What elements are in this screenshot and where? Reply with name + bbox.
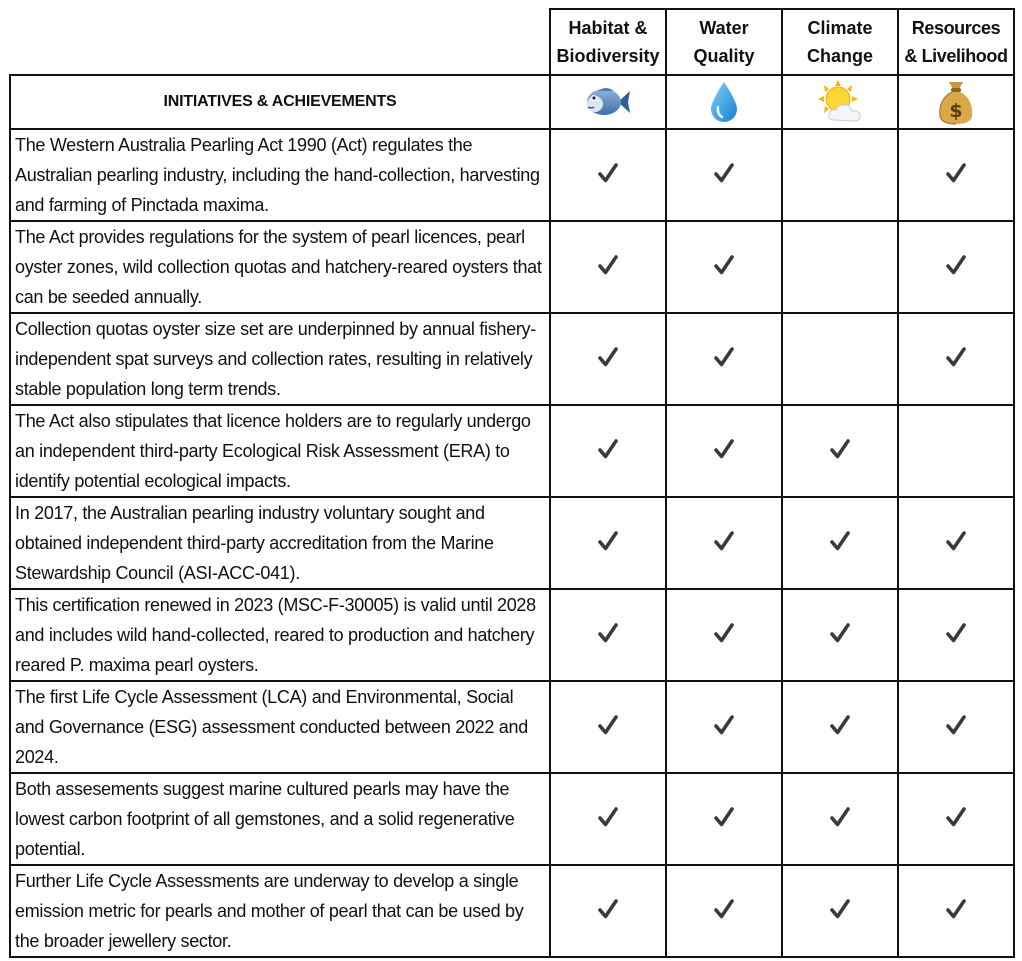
category-icon-cell [898,75,1014,129]
checkmark-icon [597,898,619,920]
category-label-line2: Biodiversity [556,46,660,66]
money-bag-icon [899,79,1013,125]
category-label-line1: Water [699,18,749,38]
mark-cell-water-quality [666,129,782,221]
mark-cell-habitat-biodiversity [550,313,666,405]
category-label-line2: Change [806,46,873,66]
checkmark-icon [713,346,735,368]
mark-cell-water-quality [666,865,782,957]
checkmark-icon [945,806,967,828]
mark-cell-resources-livelihood [898,497,1014,589]
initiative-description: The Act also stipulates that licence holders are to regularly undergo an independent third-party Ecological Risk Assessment (ERA) to identify potential ecological impacts. [10,405,550,497]
mark-cell-water-quality [666,221,782,313]
initiative-row [10,221,1014,313]
checkmark-icon [945,714,967,736]
checkmark-icon [945,162,967,184]
mark-cell-water-quality [666,681,782,773]
initiative-row [10,865,1014,957]
initiative-row [10,129,1014,221]
initiative-row [10,681,1014,773]
mark-cell-habitat-biodiversity [550,589,666,681]
mark-cell-habitat-biodiversity [550,405,666,497]
initiative-description: Both assesements suggest marine cultured pearls may have the lowest carbon footprint of all gemstones, and a solid regenerative potential. [10,773,550,865]
mark-cell-climate-change [782,313,898,405]
initiatives-matrix-table [9,8,1015,958]
mark-cell-water-quality [666,313,782,405]
checkmark-icon [829,622,851,644]
checkmark-icon [597,346,619,368]
mark-cell-resources-livelihood [898,773,1014,865]
mark-cell-resources-livelihood [898,865,1014,957]
fish-icon [551,83,665,121]
title-icon-row [10,75,1014,129]
category-header-row [10,9,1014,75]
initiative-row [10,773,1014,865]
mark-cell-resources-livelihood [898,681,1014,773]
initiative-description: The Act provides regulations for the system of pearl licences, pearl oyster zones, wild collection quotas and hatchery-reared oysters that can be seeded annually. [10,221,550,313]
category-header-habitat-biodiversity [550,9,666,75]
initiative-row [10,405,1014,497]
checkmark-icon [945,622,967,644]
mark-cell-climate-change [782,773,898,865]
mark-cell-water-quality [666,405,782,497]
checkmark-icon [597,530,619,552]
checkmark-icon [829,806,851,828]
mark-cell-habitat-biodiversity [550,221,666,313]
checkmark-icon [597,162,619,184]
mark-cell-resources-livelihood [898,129,1014,221]
category-icon-cell [550,75,666,129]
mark-cell-habitat-biodiversity [550,681,666,773]
mark-cell-climate-change [782,865,898,957]
mark-cell-resources-livelihood [898,589,1014,681]
category-label-line1: Climate [807,18,873,38]
checkmark-icon [713,898,735,920]
category-label-line2: & Livelihood [904,46,1008,66]
category-header-resources-livelihood [898,9,1014,75]
checkmark-icon [713,438,735,460]
initiative-description: The first Life Cycle Assessment (LCA) and Environmental, Social and Governance (ESG) assessment conducted between 2022 and 2024. [10,681,550,773]
checkmark-icon [597,438,619,460]
checkmark-icon [597,806,619,828]
mark-cell-water-quality [666,773,782,865]
mark-cell-climate-change [782,681,898,773]
mark-cell-water-quality [666,497,782,589]
mark-cell-water-quality [666,589,782,681]
mark-cell-habitat-biodiversity [550,497,666,589]
checkmark-icon [945,898,967,920]
category-icon-cell [666,75,782,129]
checkmark-icon [829,898,851,920]
category-label-line2: Quality [693,46,755,66]
initiative-row [10,313,1014,405]
initiative-description: The Western Australia Pearling Act 1990 (Act) regulates the Australian pearling industry, including the hand-collection, harvesting and farming of Pinctada maxima. [10,129,550,221]
checkmark-icon [713,806,735,828]
empty-corner-cell [10,9,550,75]
mark-cell-resources-livelihood [898,221,1014,313]
mark-cell-climate-change [782,129,898,221]
category-header-climate-change [782,9,898,75]
svg-text:$: $ [949,100,963,122]
droplet-icon [667,81,781,123]
mark-cell-climate-change [782,221,898,313]
mark-cell-habitat-biodiversity [550,773,666,865]
table-title: INITIATIVES & ACHIEVEMENTS [10,75,550,129]
checkmark-icon [597,622,619,644]
initiative-description: Further Life Cycle Assessments are underway to develop a single emission metric for pearls and mother of pearl that can be used by the broader jewellery sector. [10,865,550,957]
initiative-row [10,589,1014,681]
checkmark-icon [945,346,967,368]
checkmark-icon [597,714,619,736]
mark-cell-resources-livelihood [898,313,1014,405]
checkmark-icon [713,714,735,736]
category-header-water-quality [666,9,782,75]
initiative-description: This certification renewed in 2023 (MSC-F-30005) is valid until 2028 and includes wild hand-collected, reared to production and hatchery reared P. maxima pearl oysters. [10,589,550,681]
checkmark-icon [829,714,851,736]
mark-cell-climate-change [782,497,898,589]
mark-cell-habitat-biodiversity [550,129,666,221]
sun-behind-cloud-icon [783,80,897,124]
category-label-line1: Habitat & [568,18,648,38]
checkmark-icon [713,162,735,184]
checkmark-icon [829,530,851,552]
checkmark-icon [945,530,967,552]
checkmark-icon [945,254,967,276]
checkmark-icon [713,530,735,552]
category-label-line1: Resources [911,18,1001,38]
mark-cell-climate-change [782,405,898,497]
checkmark-icon [713,254,735,276]
checkmark-icon [713,622,735,644]
mark-cell-resources-livelihood [898,405,1014,497]
initiative-description: In 2017, the Australian pearling industry voluntary sought and obtained independent third-party accreditation from the Marine Stewardship Council (ASI-ACC-041). [10,497,550,589]
initiative-description: Collection quotas oyster size set are underpinned by annual fishery-independent spat surveys and collection rates, resulting in relatively stable population long term trends. [10,313,550,405]
mark-cell-climate-change [782,589,898,681]
initiative-row [10,497,1014,589]
mark-cell-habitat-biodiversity [550,865,666,957]
checkmark-icon [597,254,619,276]
checkmark-icon [829,438,851,460]
category-icon-cell [782,75,898,129]
